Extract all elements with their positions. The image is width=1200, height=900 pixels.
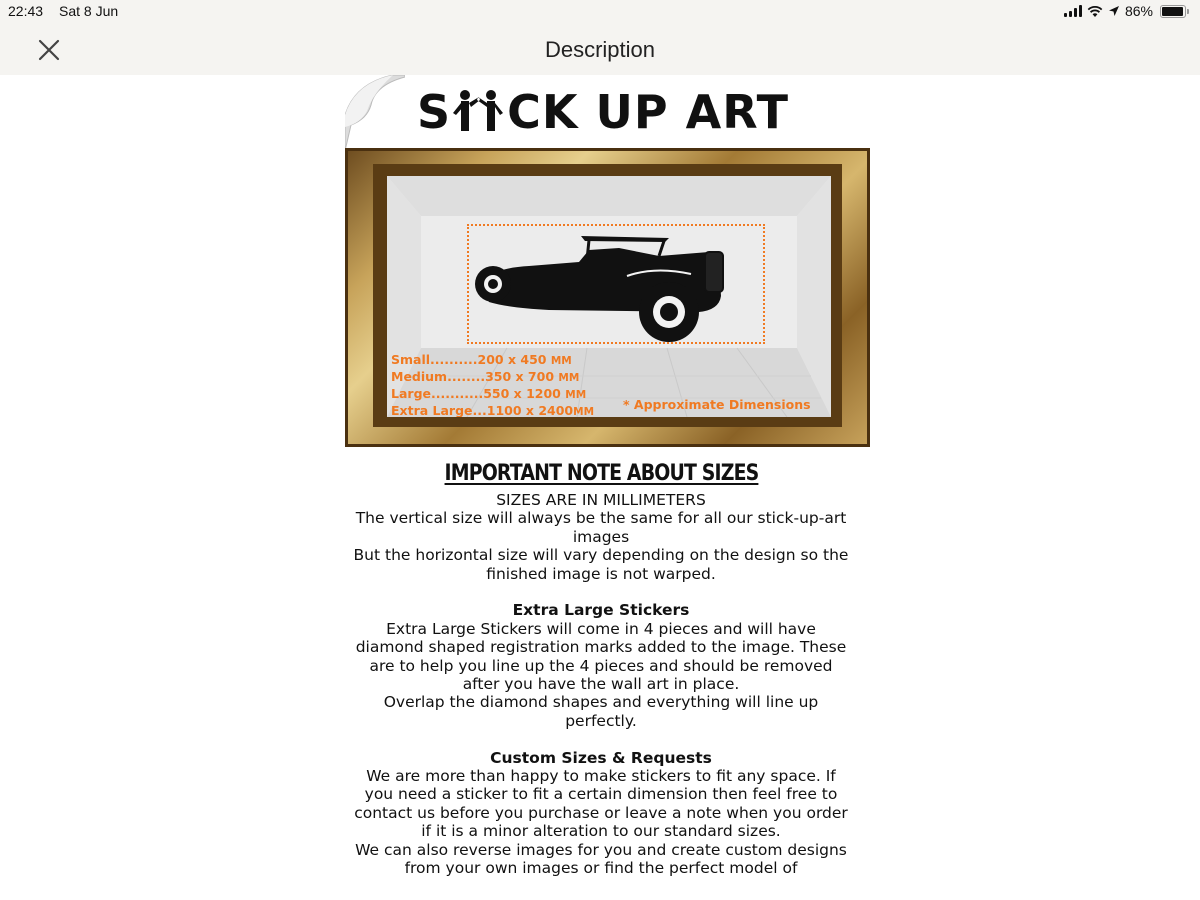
custom-sizes-heading: Custom Sizes & Requests: [490, 748, 712, 767]
page-title: Description: [544, 37, 656, 62]
sizes-unit-line: SIZES ARE IN MILLIMETERS: [496, 491, 706, 509]
extra-large-heading: Extra Large Stickers: [512, 601, 690, 620]
size-row-extra-large: Extra Large...1100 x 2400MM: [391, 403, 595, 417]
overlap-text: Overlap the diamond shapes and everything will line up perfectly.: [383, 693, 819, 730]
horizontal-size-text: But the horizontal size will vary depending on the design so the finished image is not warped.: [353, 546, 849, 583]
approximate-dimensions-note: * Approximate Dimensions: [623, 397, 811, 412]
hot-rod-car-silhouette: [469, 226, 763, 342]
navigation-bar: [0, 24, 1200, 75]
stick-figures-logo-icon: [451, 89, 507, 131]
size-row-medium: Medium........350 x 700 MM: [391, 369, 580, 384]
status-date: Sat 8 Jun: [59, 3, 119, 19]
size-options-list: [391, 352, 594, 417]
description-body: [350, 461, 852, 878]
status-bar: [0, 0, 1200, 24]
battery-level-fill: [1162, 7, 1183, 16]
page-curl-graphic: [345, 75, 405, 151]
product-banner-image: [345, 75, 870, 447]
status-indicators: [1064, 3, 1186, 19]
cellular-signal-icon: [1064, 5, 1082, 17]
custom-sizes-text: We are more than happy to make stickers to fit any space. If you need a sticker to fit a certain dimension then feel free to contact us before you purchase or leave a note when you order if it is a minor alteration to our standard sizes.: [354, 767, 848, 841]
location-arrow-icon: [1108, 5, 1120, 17]
vertical-size-text: The vertical size will always be the same for all our stick-up-art images: [355, 509, 847, 546]
status-time: 22:43: [8, 3, 44, 19]
extra-large-text: Extra Large Stickers will come in 4 pieces and will have diamond shaped registration marks added to the image. These are to help you line up the 4 pieces and should be removed after you have the wall art in place.: [355, 619, 847, 694]
brand-logo: [345, 75, 870, 151]
size-row-small: Small..........200 x 450 MM: [391, 352, 572, 367]
battery-icon: [1160, 5, 1186, 18]
custom-designs-text: We can also reverse images for you and create custom designs from your own images or find the perfect model of: [355, 840, 847, 878]
wall-mockup: [387, 176, 831, 417]
wifi-icon: [1087, 5, 1103, 18]
size-row-large: Large...........550 x 1200 MM: [391, 386, 587, 401]
picture-frame: [345, 148, 870, 447]
logo-text: S CK UP ART: [417, 85, 789, 139]
battery-percent: 86%: [1124, 3, 1153, 19]
important-note-heading: IMPORTANT NOTE ABOUT SIZES: [444, 461, 758, 486]
